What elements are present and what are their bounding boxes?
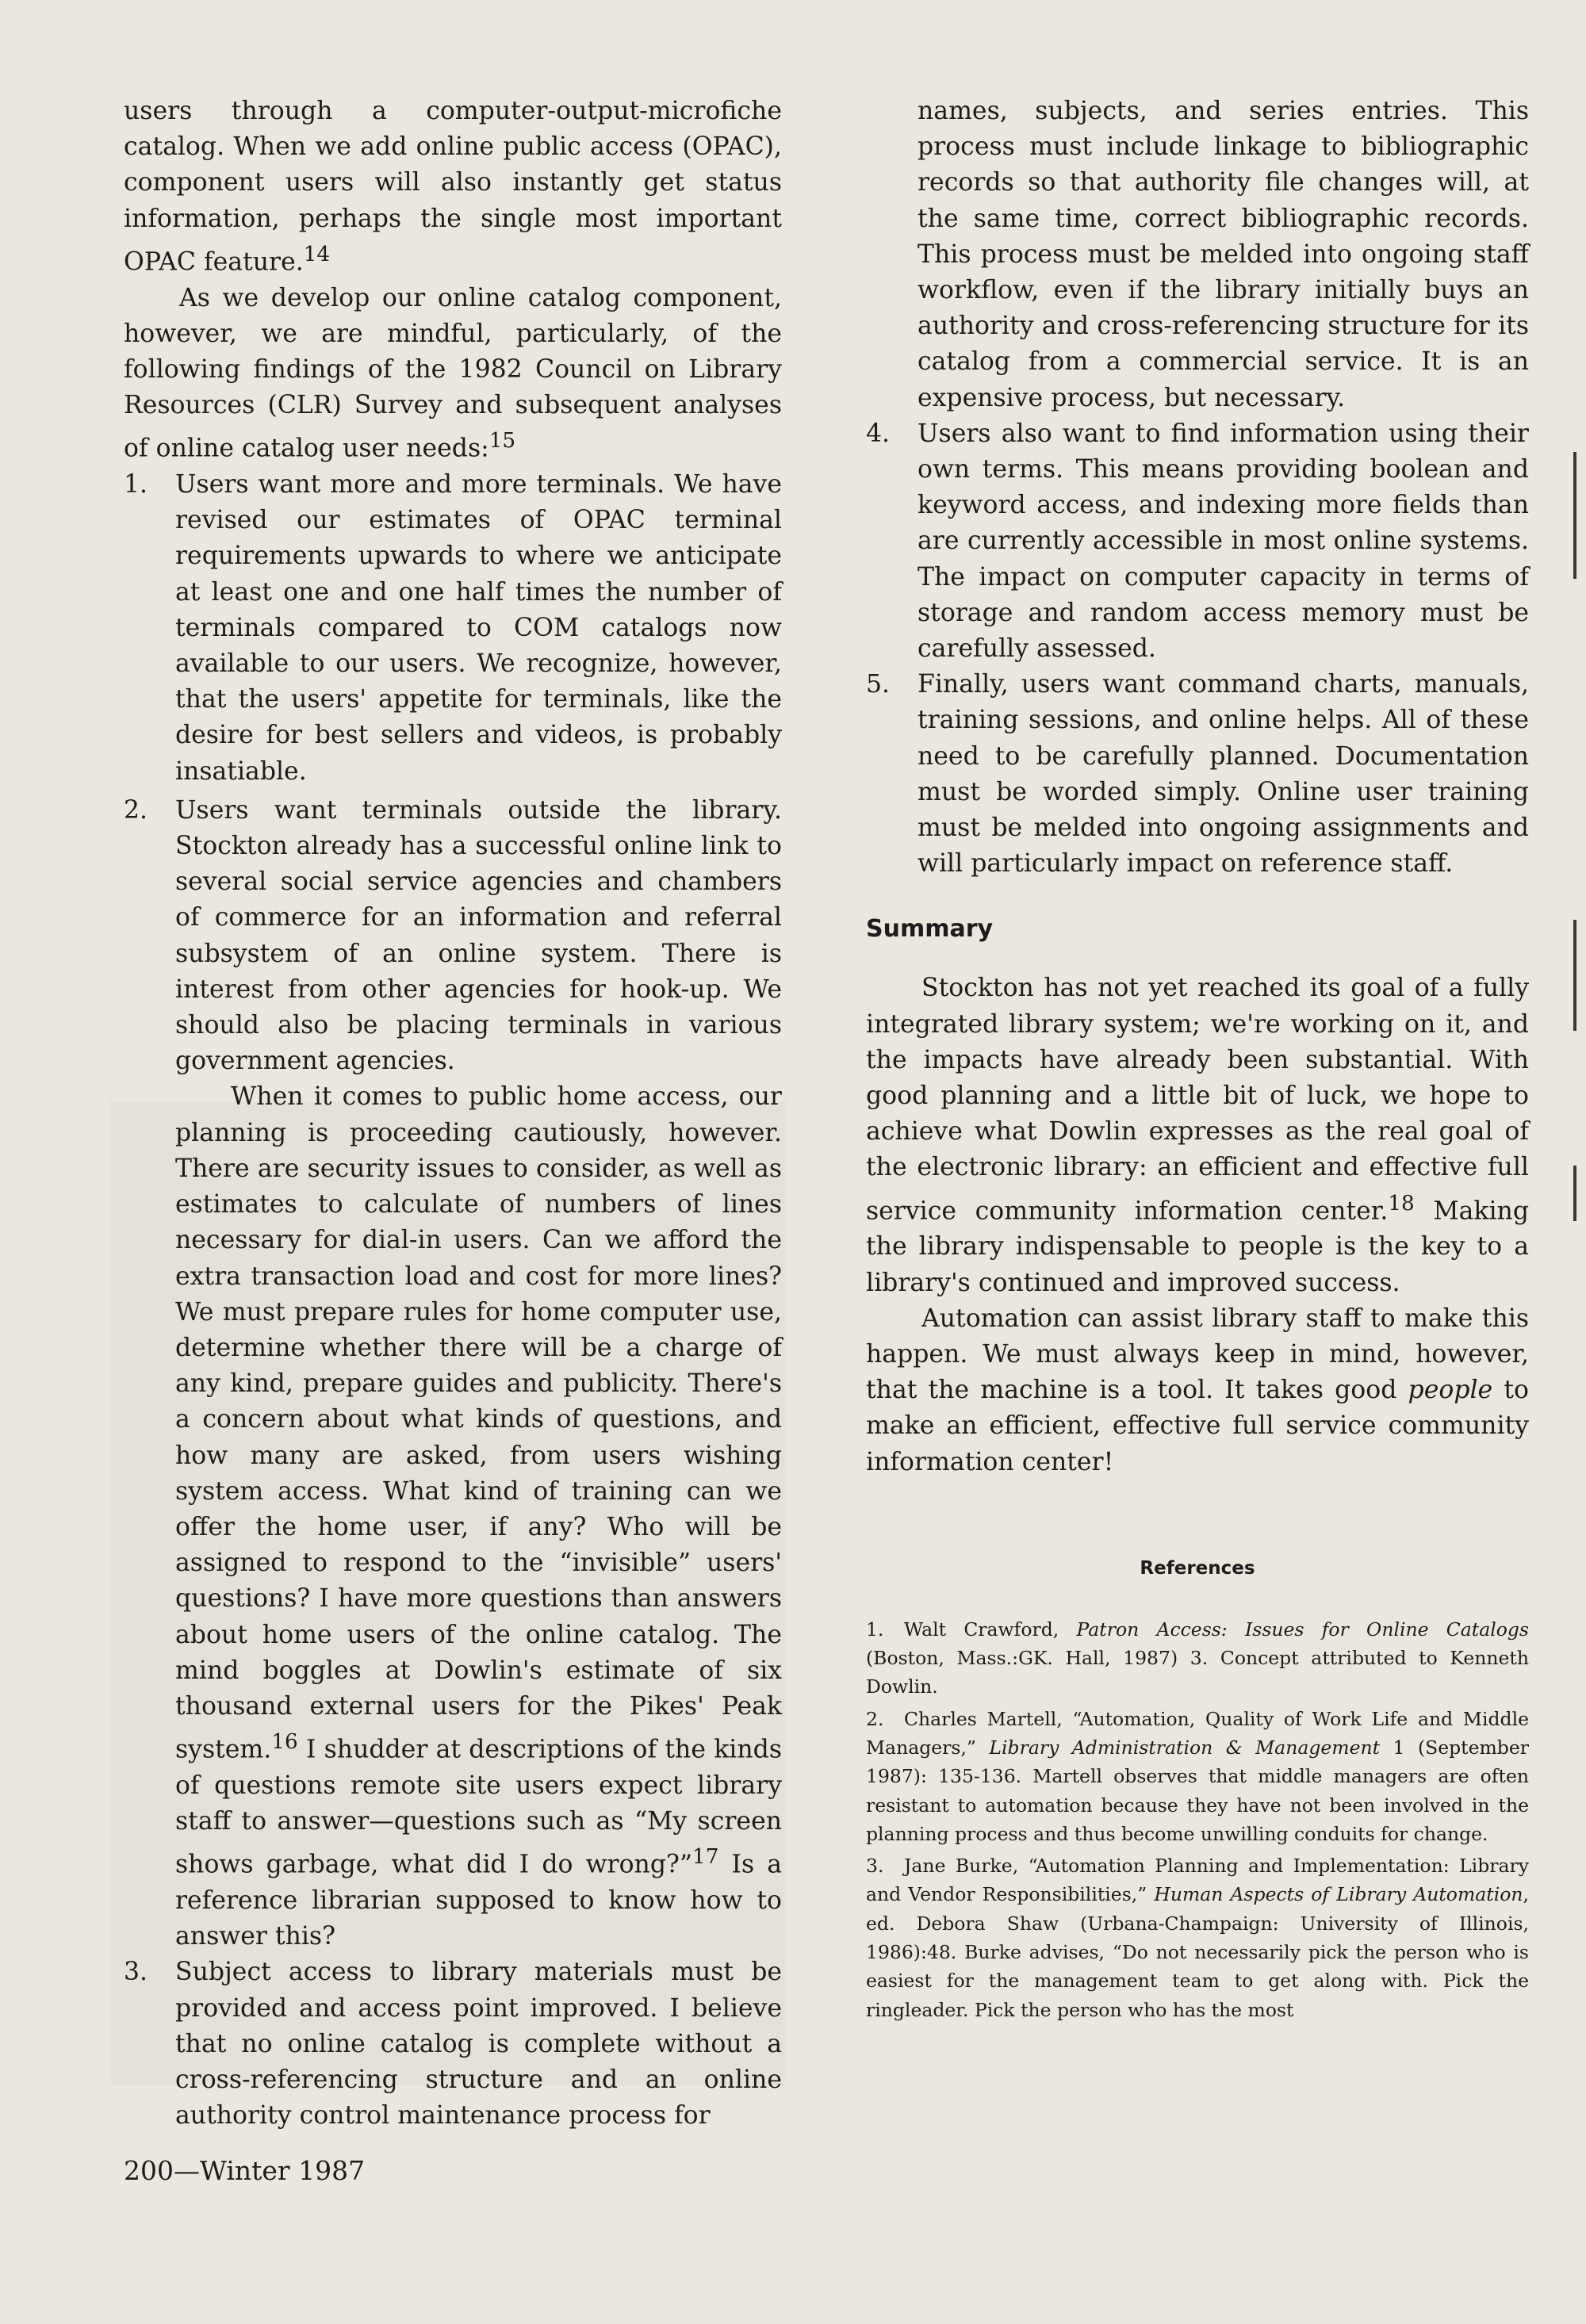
list-item-2 — [124, 793, 782, 1955]
summary-paragraph-2: Automation can assist library staff to make this happen. We must always keep in mind, however, that the machine is a tool. It takes good people to make an efficient, effective full service community information center! — [866, 1304, 1530, 1476]
list-item-5 — [866, 667, 1529, 882]
reference-2: 2. Charles Martell, “Automation, Quality of Work Life and Middle Managers,” Library Administration & Management 1 (September 1987): 135-136. Martell observes that middle managers are often resistant to automation because they have not been involved in the planning process and thus become unwilling conduits for change. — [866, 1707, 1529, 1845]
emphasis: people — [1408, 1376, 1493, 1405]
page-edge-line — [1573, 452, 1576, 579]
paragraph-intro: users through a computer-output-microfiche catalog. When we add online public access (OPAC), component users will also instantly get status information, perhaps the single most important OPAC feature.$^{14}$ — [124, 97, 782, 277]
list-item-continuation: When it comes to public home access, our planning is proceeding cautiously, however. There are security issues to consider, as well as estimates to calculate of numbers of lines necessary for dial-in users. Can we afford the extra transaction load and cost for more lines? We must prepare rules for home computer use, determine whether there will be a charge of any kind, prepare guides and publicity. There's a concern about what kinds of questions, and how many are asked, from users wishing system access. What kind of training can we offer the home user, if any? Who will be assigned to respond to the “invisible” users' questions? I have more questions than answers about home users of the online catalog. The mind boggles at Dowlin's estimate of six thousand external users for the Pikes' Peak system.$^{16}$ I shudder at descriptions of the kinds of questions remote site users expect library staff to answer—questions such as “My screen shows garbage, what did I do wrong?”$^{17}$ Is a reference librarian supposed to know how to answer this? — [175, 1082, 782, 1951]
list-item-3 — [124, 1955, 782, 2134]
list-item-text: Users also want to find information using their own terms. This means providing boolean and keyword access, and indexing more fields than are currently accessible in most online systems. The impact on computer capacity in terms of storage and random access memory must be carefully assessed. — [918, 419, 1529, 664]
list-item-4 — [866, 416, 1529, 667]
list-item-text: Users want terminals outside the library. Stockton already has a successful online link to several social service agencies and chambers of commerce for an information and referral subsystem of an online system. There is interest from other agencies for hook-up. We should also be placing terminals in various government agencies. — [175, 795, 782, 1076]
left-column — [124, 94, 782, 2134]
list-number: 5. — [866, 670, 891, 699]
list-number: 2. — [124, 795, 148, 825]
page-edge-line — [1573, 1166, 1576, 1221]
list-item-text: Finally, users want command charts, manuals, training sessions, and online helps. All of these need to be carefully planned. Documentation must be worded simply. Online user training must be melded into ongoing assignments and will particularly impact on reference staff. — [918, 670, 1529, 879]
footnote-ref: 15 — [488, 429, 516, 454]
list-number: 3. — [124, 1958, 148, 1987]
footnote-ref: 14 — [303, 242, 331, 266]
footnote-ref: 16 — [271, 1730, 298, 1755]
page-footer: 200—Winter 1987 — [124, 2155, 366, 2186]
list-item-text: Users want more and more terminals. We have revised our estimates of OPAC terminal requirements upwards to where we anticipate at least one and one half times the number of terminals compared to COM catalogs now available to our users. We recognize, however, that the users' appetite for terminals, like the desire for best sellers and videos, is probably insatiable. — [175, 470, 782, 786]
footnote-ref: 18 — [1388, 1191, 1415, 1216]
right-column — [866, 94, 1529, 2024]
summary-paragraph-1: Stockton has not yet reached its goal of a fully integrated library system; we're working on it, and the impacts have already been substantial. With good planning and a little bit of luck, we hope to achieve what Dowlin expresses as the real goal of the electronic library: an efficient and effective full service community information center.$^{18}$ Making the library indispensable to people is the key to a library's continued and improved success. — [866, 974, 1529, 1297]
list-item-text: names, subjects, and series entries. This process must include linkage to bibliographic records so that authority file changes will, at the same time, correct bibliographic records. This process must be melded into ongoing staff workflow, even if the library initially buys an authority and cross-referencing structure for its catalog from a commercial service. It is an expensive process, but necessary. — [918, 97, 1529, 412]
page-edge-line — [1573, 920, 1576, 1031]
references-heading: References — [1140, 1557, 1255, 1579]
list-number: 4. — [866, 419, 891, 448]
list-item-1 — [124, 467, 782, 790]
paragraph-develop: As we develop our online catalog component, however, we are mindful, particularly, of the following findings of the 1982 Council on Library Resources (CLR) Survey and subsequent analyses of online catalog user needs:$^{15}$ — [124, 283, 782, 463]
list-item-text: Subject access to library materials must be provided and access point improved. I believe that no online catalog is complete without a cross-referencing structure and an online authority control maintenance process for — [175, 1958, 782, 2131]
list-number: 1. — [124, 470, 148, 500]
reference-1: 1. Walt Crawford, Patron Access: Issues for Online Catalogs (Boston, Mass.:GK. Hall, 1987) 3. Concept attributed to Kenneth Dowlin. — [866, 1618, 1529, 1698]
list-item-3-continued — [866, 94, 1529, 416]
footnote-ref: 17 — [692, 1845, 719, 1870]
reference-3: 3. Jane Burke, “Automation Planning and Implementation: Library and Vendor Responsibilities,” Human Aspects of Library Automation, ed. Debora Shaw (Urbana-Champaign: University of Illinois, 1986):48. Burke advises, “Do not necessarily pick the person who is easiest for the management team to get along with. Pick the ringleader. Pick the person who has the most — [866, 1855, 1529, 2021]
summary-heading: Summary — [866, 915, 994, 944]
